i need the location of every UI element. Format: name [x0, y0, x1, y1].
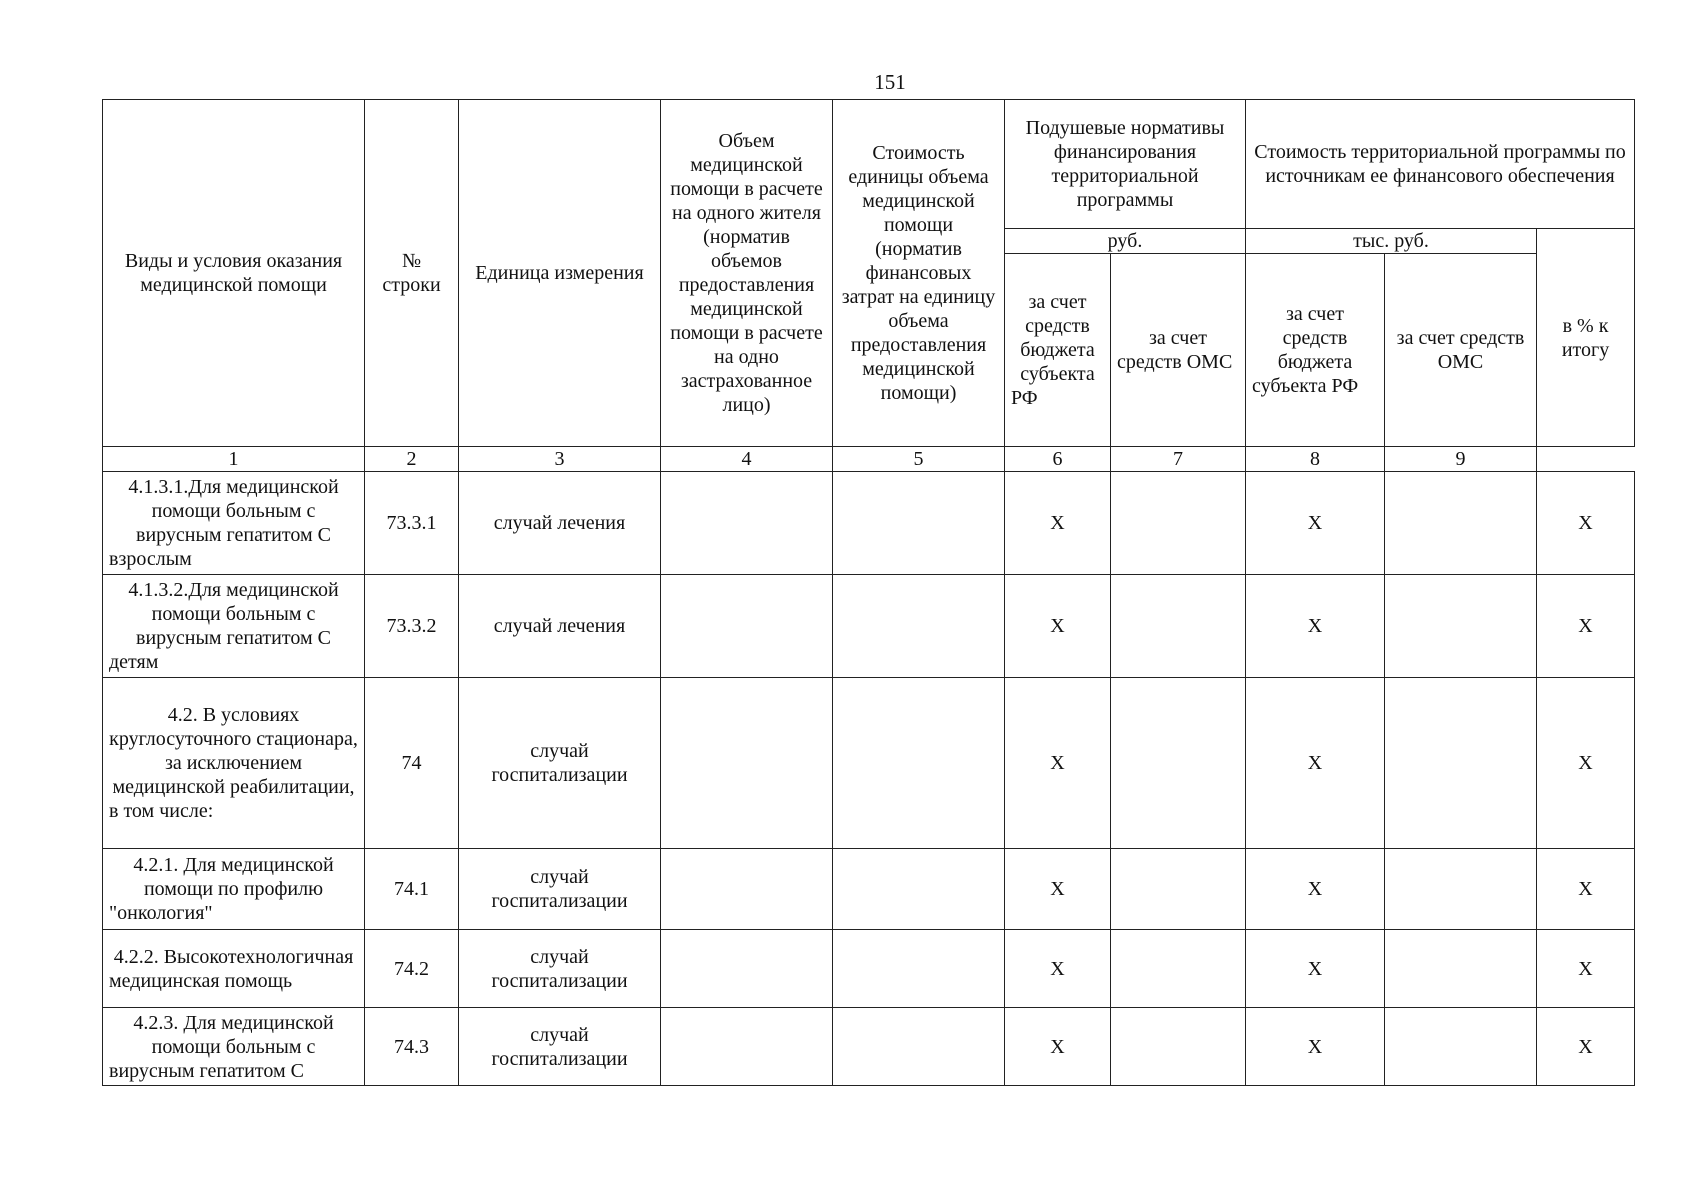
- header-budget-rf-7: за счет средств бюджета субъекта РФ: [1246, 254, 1385, 447]
- financing-table: [102, 99, 1635, 1086]
- row-oms-rub: [1111, 930, 1246, 1008]
- row-kind: 4.2.1. Для медицинской помощи по профилю "онкология": [103, 849, 365, 930]
- column-number: 2: [365, 447, 459, 472]
- row-volume: [661, 930, 833, 1008]
- row-budget-rf-thousand: X: [1246, 472, 1385, 575]
- row-kind: 4.2.3. Для медицинской помощи больным с вирусным гепатитом С: [103, 1008, 365, 1086]
- header-per-capita-norms: Подушевые нормативы финансирования территориальной программы: [1005, 100, 1246, 229]
- row-unit: случай госпитализации: [459, 1008, 661, 1086]
- row-kind: 4.2. В условиях круглосуточного стационара, за исключением медицинской реабилитации, в том числе:: [103, 678, 365, 849]
- row-number: 74.1: [365, 849, 459, 930]
- header-unit-rub: руб.: [1005, 229, 1246, 254]
- row-budget-rf-thousand: X: [1246, 849, 1385, 930]
- row-budget-rf-thousand: X: [1246, 930, 1385, 1008]
- row-oms-rub: [1111, 678, 1246, 849]
- row-number: 74.3: [365, 1008, 459, 1086]
- row-oms-rub: [1111, 1008, 1246, 1086]
- column-number: 9: [1385, 447, 1537, 472]
- row-percent-total: X: [1537, 849, 1635, 930]
- row-unit: случай лечения: [459, 472, 661, 575]
- row-percent-total: X: [1537, 930, 1635, 1008]
- row-budget-rf-rub: X: [1005, 472, 1111, 575]
- column-number: 7: [1111, 447, 1246, 472]
- row-oms-thousand: [1385, 678, 1537, 849]
- column-number: 3: [459, 447, 661, 472]
- row-kind: 4.2.2. Высокотехнологичная медицинская помощь: [103, 930, 365, 1008]
- header-oms-8: за счет средств ОМС: [1385, 254, 1537, 447]
- row-oms-rub: [1111, 849, 1246, 930]
- row-number: 74.2: [365, 930, 459, 1008]
- row-budget-rf-rub: X: [1005, 1008, 1111, 1086]
- row-oms-thousand: [1385, 575, 1537, 678]
- row-budget-rf-rub: X: [1005, 678, 1111, 849]
- table-row: [103, 849, 1635, 930]
- row-budget-rf-thousand: X: [1246, 575, 1385, 678]
- row-volume: [661, 575, 833, 678]
- column-number: 4: [661, 447, 833, 472]
- row-oms-thousand: [1385, 849, 1537, 930]
- table-row: [103, 678, 1635, 849]
- row-percent-total: X: [1537, 575, 1635, 678]
- row-budget-rf-thousand: X: [1246, 1008, 1385, 1086]
- row-oms-rub: [1111, 575, 1246, 678]
- row-volume: [661, 472, 833, 575]
- row-unit-cost: [833, 678, 1005, 849]
- row-unit: случай госпитализации: [459, 849, 661, 930]
- row-oms-rub: [1111, 472, 1246, 575]
- column-number: 6: [1005, 447, 1111, 472]
- column-numbers-row: [103, 447, 1635, 472]
- table-row: [103, 930, 1635, 1008]
- row-unit-cost: [833, 1008, 1005, 1086]
- header-oms-6: за счет средств ОМС: [1111, 254, 1246, 447]
- row-unit-cost: [833, 575, 1005, 678]
- row-oms-thousand: [1385, 930, 1537, 1008]
- row-percent-total: X: [1537, 472, 1635, 575]
- row-volume: [661, 1008, 833, 1086]
- row-oms-thousand: [1385, 472, 1537, 575]
- row-budget-rf-rub: X: [1005, 849, 1111, 930]
- header-unit: Единица измерения: [459, 100, 661, 447]
- header-row-number: № строки: [365, 100, 459, 447]
- row-unit: случай лечения: [459, 575, 661, 678]
- header-row: [103, 100, 1635, 229]
- row-unit: случай госпитализации: [459, 678, 661, 849]
- row-oms-thousand: [1385, 1008, 1537, 1086]
- row-number: 74: [365, 678, 459, 849]
- row-kind: 4.1.3.2.Для медицинской помощи больным с вирусным гепатитом С детям: [103, 575, 365, 678]
- header-unit-cost: Стоимость единицы объема медицинской помощи (норматив финансовых затрат на единицу объема предоставления медицинской помощи): [833, 100, 1005, 447]
- row-unit-cost: [833, 930, 1005, 1008]
- column-number: 1: [103, 447, 365, 472]
- row-volume: [661, 849, 833, 930]
- row-budget-rf-thousand: X: [1246, 678, 1385, 849]
- row-unit-cost: [833, 472, 1005, 575]
- table-row: [103, 1008, 1635, 1086]
- header-program-cost: Стоимость территориальной программы по источникам ее финансового обеспечения: [1246, 100, 1635, 229]
- header-unit-thousand-rub: тыс. руб.: [1246, 229, 1537, 254]
- row-budget-rf-rub: X: [1005, 930, 1111, 1008]
- row-percent-total: X: [1537, 678, 1635, 849]
- row-budget-rf-rub: X: [1005, 575, 1111, 678]
- table-row: [103, 575, 1635, 678]
- header-budget-rf-5: за счет средств бюджета субъекта РФ: [1005, 254, 1111, 447]
- row-percent-total: X: [1537, 1008, 1635, 1086]
- row-unit-cost: [833, 849, 1005, 930]
- row-unit: случай госпитализации: [459, 930, 661, 1008]
- header-kind: Виды и условия оказания медицинской помощи: [103, 100, 365, 447]
- row-number: 73.3.2: [365, 575, 459, 678]
- row-volume: [661, 678, 833, 849]
- row-kind: 4.1.3.1.Для медицинской помощи больным с вирусным гепатитом С взрослым: [103, 472, 365, 575]
- column-number: 8: [1246, 447, 1385, 472]
- row-number: 73.3.1: [365, 472, 459, 575]
- table-row: [103, 472, 1635, 575]
- page-number: 151: [874, 70, 906, 94]
- header-volume: Объем медицинской помощи в расчете на одного жителя (норматив объемов предоставления медицинской помощи в расчете на одно застрахованное лицо): [661, 100, 833, 447]
- column-number: 5: [833, 447, 1005, 472]
- header-percent-total: в % к итогу: [1537, 229, 1635, 447]
